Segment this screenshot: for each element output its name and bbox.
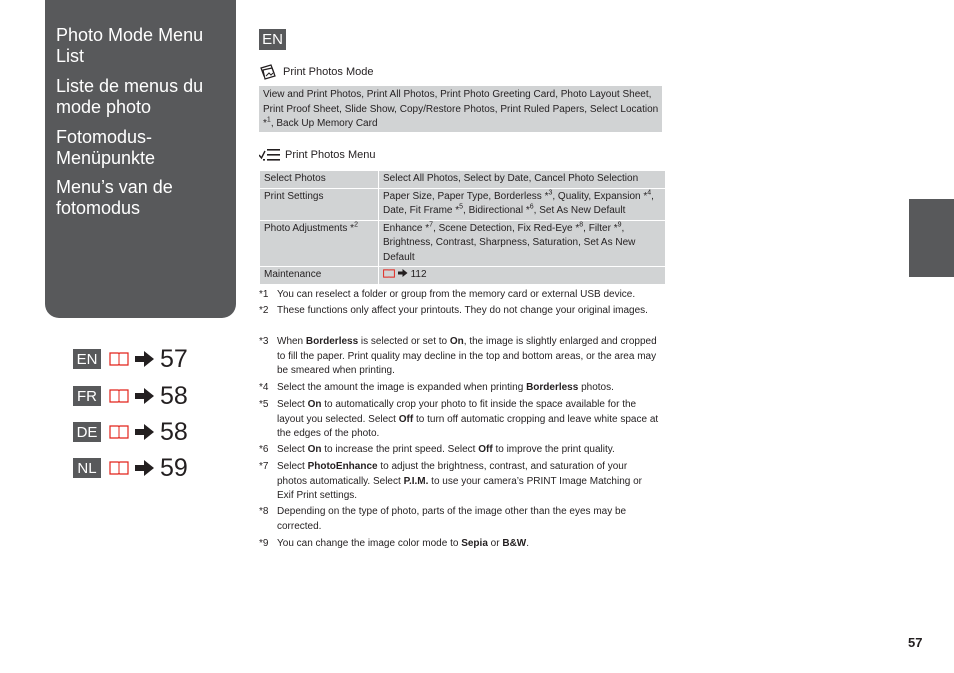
- footnote-mark: *3: [259, 336, 269, 347]
- value-part: , Scene Detection, Fix Red-Eye *: [433, 222, 580, 234]
- value-part: , Filter *: [583, 222, 618, 234]
- table-row: [260, 220, 666, 267]
- book-icon: [109, 425, 129, 439]
- footnote-ref: 8: [579, 221, 584, 229]
- side-panel: [45, 0, 236, 318]
- lang-badge-en: EN: [259, 29, 286, 50]
- ref-en[interactable]: [73, 344, 188, 373]
- lang-badge: EN: [73, 349, 101, 369]
- side-title-nl: Menu’s van de fotomodus: [56, 177, 173, 218]
- label-part: Photo Adjustments *: [264, 222, 355, 234]
- page-ref: 112: [410, 269, 427, 280]
- footnote-text: When Borderless is selected or set to On, the image is slightly enlarged and cropped to fill the paper. Print quality may decline in the top and bottom areas, or the area may be smeared when printing.: [277, 336, 657, 377]
- footnote-text: You can change the image color mode to Sepia or B&W.: [277, 538, 530, 549]
- mode-desc-text: View and Print Photos, Print All Photos, Print Photo Greeting Card, Photo Layout Sheet, Print Proof Sheet, Slide Show, Copy/Restore Photos, Print Ruled Papers, Select Location *: [263, 89, 659, 129]
- lang-badge: FR: [73, 386, 101, 406]
- footnote-mark: *1: [259, 289, 269, 300]
- footnote-text: Select On to automatically crop your photo to fit inside the space available for the layout you selected. Select Off to turn off automatic cropping and leave white space at the edges of the photo.: [277, 399, 659, 440]
- footnote-3: [259, 335, 659, 379]
- lang-badge: NL: [73, 458, 101, 478]
- mode-description: [259, 86, 662, 132]
- arrow-right-icon: [135, 458, 155, 478]
- row-value[interactable]: [379, 267, 666, 285]
- menu-list-icon: [259, 148, 280, 162]
- mode-title: Print Photos Mode: [283, 66, 374, 78]
- row-label: Maintenance: [260, 267, 379, 285]
- side-title-de: Fotomodus-Menüpunkte: [56, 127, 156, 168]
- print-photos-menu-heading: [259, 148, 376, 162]
- footnote-text: Select the amount the image is expanded when printing Borderless photos.: [277, 382, 614, 393]
- ref-fr[interactable]: [73, 381, 188, 410]
- footnote-9: [259, 537, 659, 552]
- arrow-right-icon: [135, 386, 155, 406]
- footnote-5: [259, 398, 659, 442]
- footnote-ref: 9: [617, 221, 622, 229]
- footnote-ref: 7: [429, 221, 434, 229]
- value-part: , Quality, Expansion *: [552, 190, 648, 202]
- row-value: Select All Photos, Select by Date, Cancel Photo Selection: [379, 171, 666, 189]
- ref-de[interactable]: [73, 417, 188, 446]
- ref-page-number: 59: [160, 453, 188, 482]
- ref-page-number: 57: [160, 344, 188, 373]
- menu-title: Print Photos Menu: [285, 149, 376, 161]
- footnote-text: Select On to increase the print speed. Select Off to improve the print quality.: [277, 444, 615, 455]
- side-title-fr: Liste de menus du mode photo: [56, 76, 204, 117]
- row-value: [379, 188, 666, 220]
- table-row: [260, 267, 666, 285]
- page-number: 57: [908, 635, 923, 650]
- footnote-ref: 1: [266, 116, 271, 124]
- mode-desc-end: , Back Up Memory Card: [270, 118, 378, 129]
- footnote-7: [259, 460, 659, 504]
- footnote-mark: *9: [259, 538, 269, 549]
- footnote-mark: *4: [259, 382, 269, 393]
- row-label: Select Photos: [260, 171, 379, 189]
- arrow-right-icon: [135, 349, 155, 369]
- footnote-text: Select PhotoEnhance to adjust the brightness, contrast, and saturation of your photos automatically. Select P.I.M. to use your camera’s PRINT Image Matching or Exif Print settings.: [277, 461, 642, 502]
- footnote-ref: 3: [548, 189, 553, 197]
- chapter-tab: [909, 199, 954, 277]
- footnote-4: [259, 381, 659, 396]
- value-part: Enhance *: [383, 222, 430, 234]
- footnote-2: [259, 304, 659, 319]
- row-value: [379, 220, 666, 267]
- book-icon: [383, 269, 395, 278]
- book-icon: [109, 461, 129, 475]
- value-part: , Set As New Default: [533, 205, 626, 216]
- footnote-8: [259, 505, 659, 534]
- arrow-right-icon: [398, 268, 408, 278]
- lang-badge: DE: [73, 422, 101, 442]
- footnote-1: [259, 288, 659, 303]
- footnote-6: [259, 443, 659, 458]
- row-label: Print Settings: [260, 188, 379, 220]
- book-icon: [109, 389, 129, 403]
- value-part: Paper Size, Paper Type, Borderless *: [383, 190, 549, 202]
- value-part: , Bidirectional *: [463, 205, 530, 216]
- footnote-text: Depending on the type of photo, parts of the image other than the eyes may be corrected.: [277, 506, 627, 532]
- footnote-mark: *8: [259, 506, 269, 517]
- footnote-text: These functions only affect your printouts. They do not change your original images.: [277, 305, 648, 316]
- footnote-ref: 5: [459, 203, 464, 211]
- footnote-text: You can reselect a folder or group from the memory card or external USB device.: [277, 289, 636, 300]
- ref-nl[interactable]: [73, 453, 188, 482]
- ref-page-number: 58: [160, 417, 188, 446]
- menu-table: [259, 170, 666, 285]
- table-row: [260, 171, 666, 189]
- footnote-ref: 4: [647, 189, 652, 197]
- photo-mode-icon: [259, 64, 278, 80]
- footnote-mark: *7: [259, 461, 269, 472]
- footnote-mark: *5: [259, 399, 269, 410]
- book-icon: [109, 352, 129, 366]
- ref-page-number: 58: [160, 381, 188, 410]
- footnote-mark: *2: [259, 305, 269, 316]
- footnote-ref: 6: [529, 203, 534, 211]
- footnote-ref: 2: [354, 221, 358, 229]
- value-part: , Brightness, Contrast, Sharpness, Saturation, Set As New Default: [383, 222, 636, 263]
- table-row: [260, 188, 666, 220]
- row-label: [260, 220, 379, 267]
- value-part: , Date, Fit Frame *: [383, 190, 654, 216]
- side-title-en: Photo Mode Menu List: [56, 25, 204, 66]
- print-photos-mode-heading: [259, 64, 374, 80]
- arrow-right-icon: [135, 422, 155, 442]
- footnote-mark: *6: [259, 444, 269, 455]
